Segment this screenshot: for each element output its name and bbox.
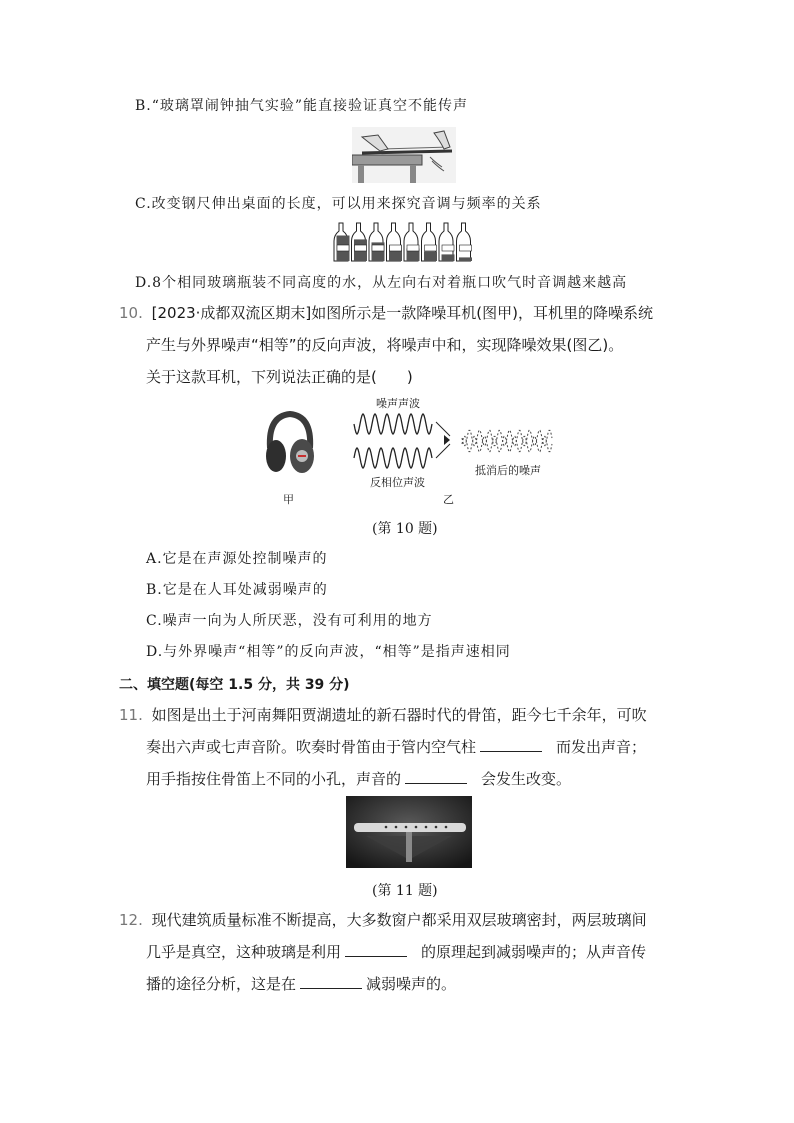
q12-text-line1: 现代建筑质量标准不断提高，大多数窗户都采用双层玻璃密封，两层玻璃间: [151, 911, 647, 929]
section-title-fill-blank: 二、填空题(每空 1.5 分，共 39 分): [119, 677, 350, 693]
headphones-figure: [262, 410, 318, 478]
q10-caption: (第 10 题): [372, 521, 438, 537]
q11-text-line2a: 奏出六声或七声音阶。吹奏时骨笛由于管内空气柱: [146, 738, 477, 756]
q11-number: 11.: [119, 706, 143, 724]
q9-option-d: D.8个相同玻璃瓶装不同高度的水，从左向右对着瓶口吹气时音调越来越高: [135, 275, 628, 291]
q10-stem-line1: [119, 303, 653, 323]
q10-option-a: A.它是在声源处控制噪声的: [146, 551, 328, 567]
bottle: [369, 223, 385, 261]
q11-stem-line1: [119, 705, 647, 725]
q11-text-line3a: 用手指按住骨笛上不同的小孔，声音的: [146, 770, 402, 788]
q12-text-line3a: 播的途径分析，这是在: [146, 975, 297, 993]
q10-stem-line3: 关于这款耳机，下列说法正确的是( ): [146, 368, 413, 386]
q11-stem-line3: [146, 769, 571, 789]
q9-option-b: B.“玻璃罩闹钟抽气实验”能直接验证真空不能传声: [135, 98, 469, 114]
q12-text-line3b: 减弱噪声的。: [366, 975, 457, 993]
bottle: [422, 223, 438, 261]
q11-text-line2b: 而发出声音；: [556, 738, 647, 756]
bottles-figure: [332, 221, 474, 263]
bottle: [334, 223, 350, 261]
q10-option-d: D.与外界噪声“相等”的反向声波，“相等”是指声速相同: [146, 644, 511, 660]
q10-option-c: C.噪声一向为人所厌恶，没有可利用的地方: [146, 613, 433, 629]
ruler-experiment-figure: [352, 127, 456, 183]
q12-text-line2a: 几乎是真空，这种玻璃是利用: [146, 943, 342, 961]
bottle: [387, 223, 403, 261]
bottle: [439, 223, 455, 261]
figure-label-yi: 乙: [443, 493, 454, 506]
q10-number: 10.: [119, 304, 143, 322]
q12-stem-line1: [119, 910, 647, 930]
q10-text-line1: [2023·成都双流区期末]如图所示是一款降噪耳机(图甲)，耳机里的降噪系统: [151, 304, 653, 322]
q11-caption: (第 11 题): [372, 883, 438, 899]
q11-blank-1[interactable]: [480, 737, 542, 752]
bone-flute-photo: [346, 796, 472, 868]
noise-wave-label: 噪声声波: [376, 397, 420, 410]
q9-option-c: C.改变钢尺伸出桌面的长度，可以用来探究音调与频率的关系: [135, 196, 542, 212]
q12-stem-line2: [146, 942, 646, 962]
bottle: [457, 223, 473, 261]
q12-number: 12.: [119, 911, 143, 929]
q11-stem-line2: [146, 737, 646, 757]
q12-blank-2[interactable]: [300, 974, 362, 989]
q11-text-line1: 如图是出土于河南舞阳贾湖遗址的新石器时代的骨笛，距今七千余年，可吹: [151, 706, 647, 724]
q11-blank-2[interactable]: [405, 769, 467, 784]
q12-text-line2b: 的原理起到减弱噪声的；从声音传: [421, 943, 647, 961]
q10-option-b: B.它是在人耳处减弱噪声的: [146, 582, 328, 598]
cancelled-noise-label: 抵消后的噪声: [475, 464, 541, 477]
figure-label-jia: 甲: [283, 493, 294, 506]
q10-stem-line2: 产生与外界噪声“相等”的反向声波，将噪声中和，实现降噪效果(图乙)。: [146, 336, 624, 354]
bottle: [352, 223, 368, 261]
anti-phase-wave-label: 反相位声波: [370, 476, 425, 489]
q12-stem-line3: [146, 974, 456, 994]
q11-text-line3b: 会发生改变。: [481, 770, 572, 788]
q12-blank-1[interactable]: [345, 942, 407, 957]
bottle: [404, 223, 420, 261]
